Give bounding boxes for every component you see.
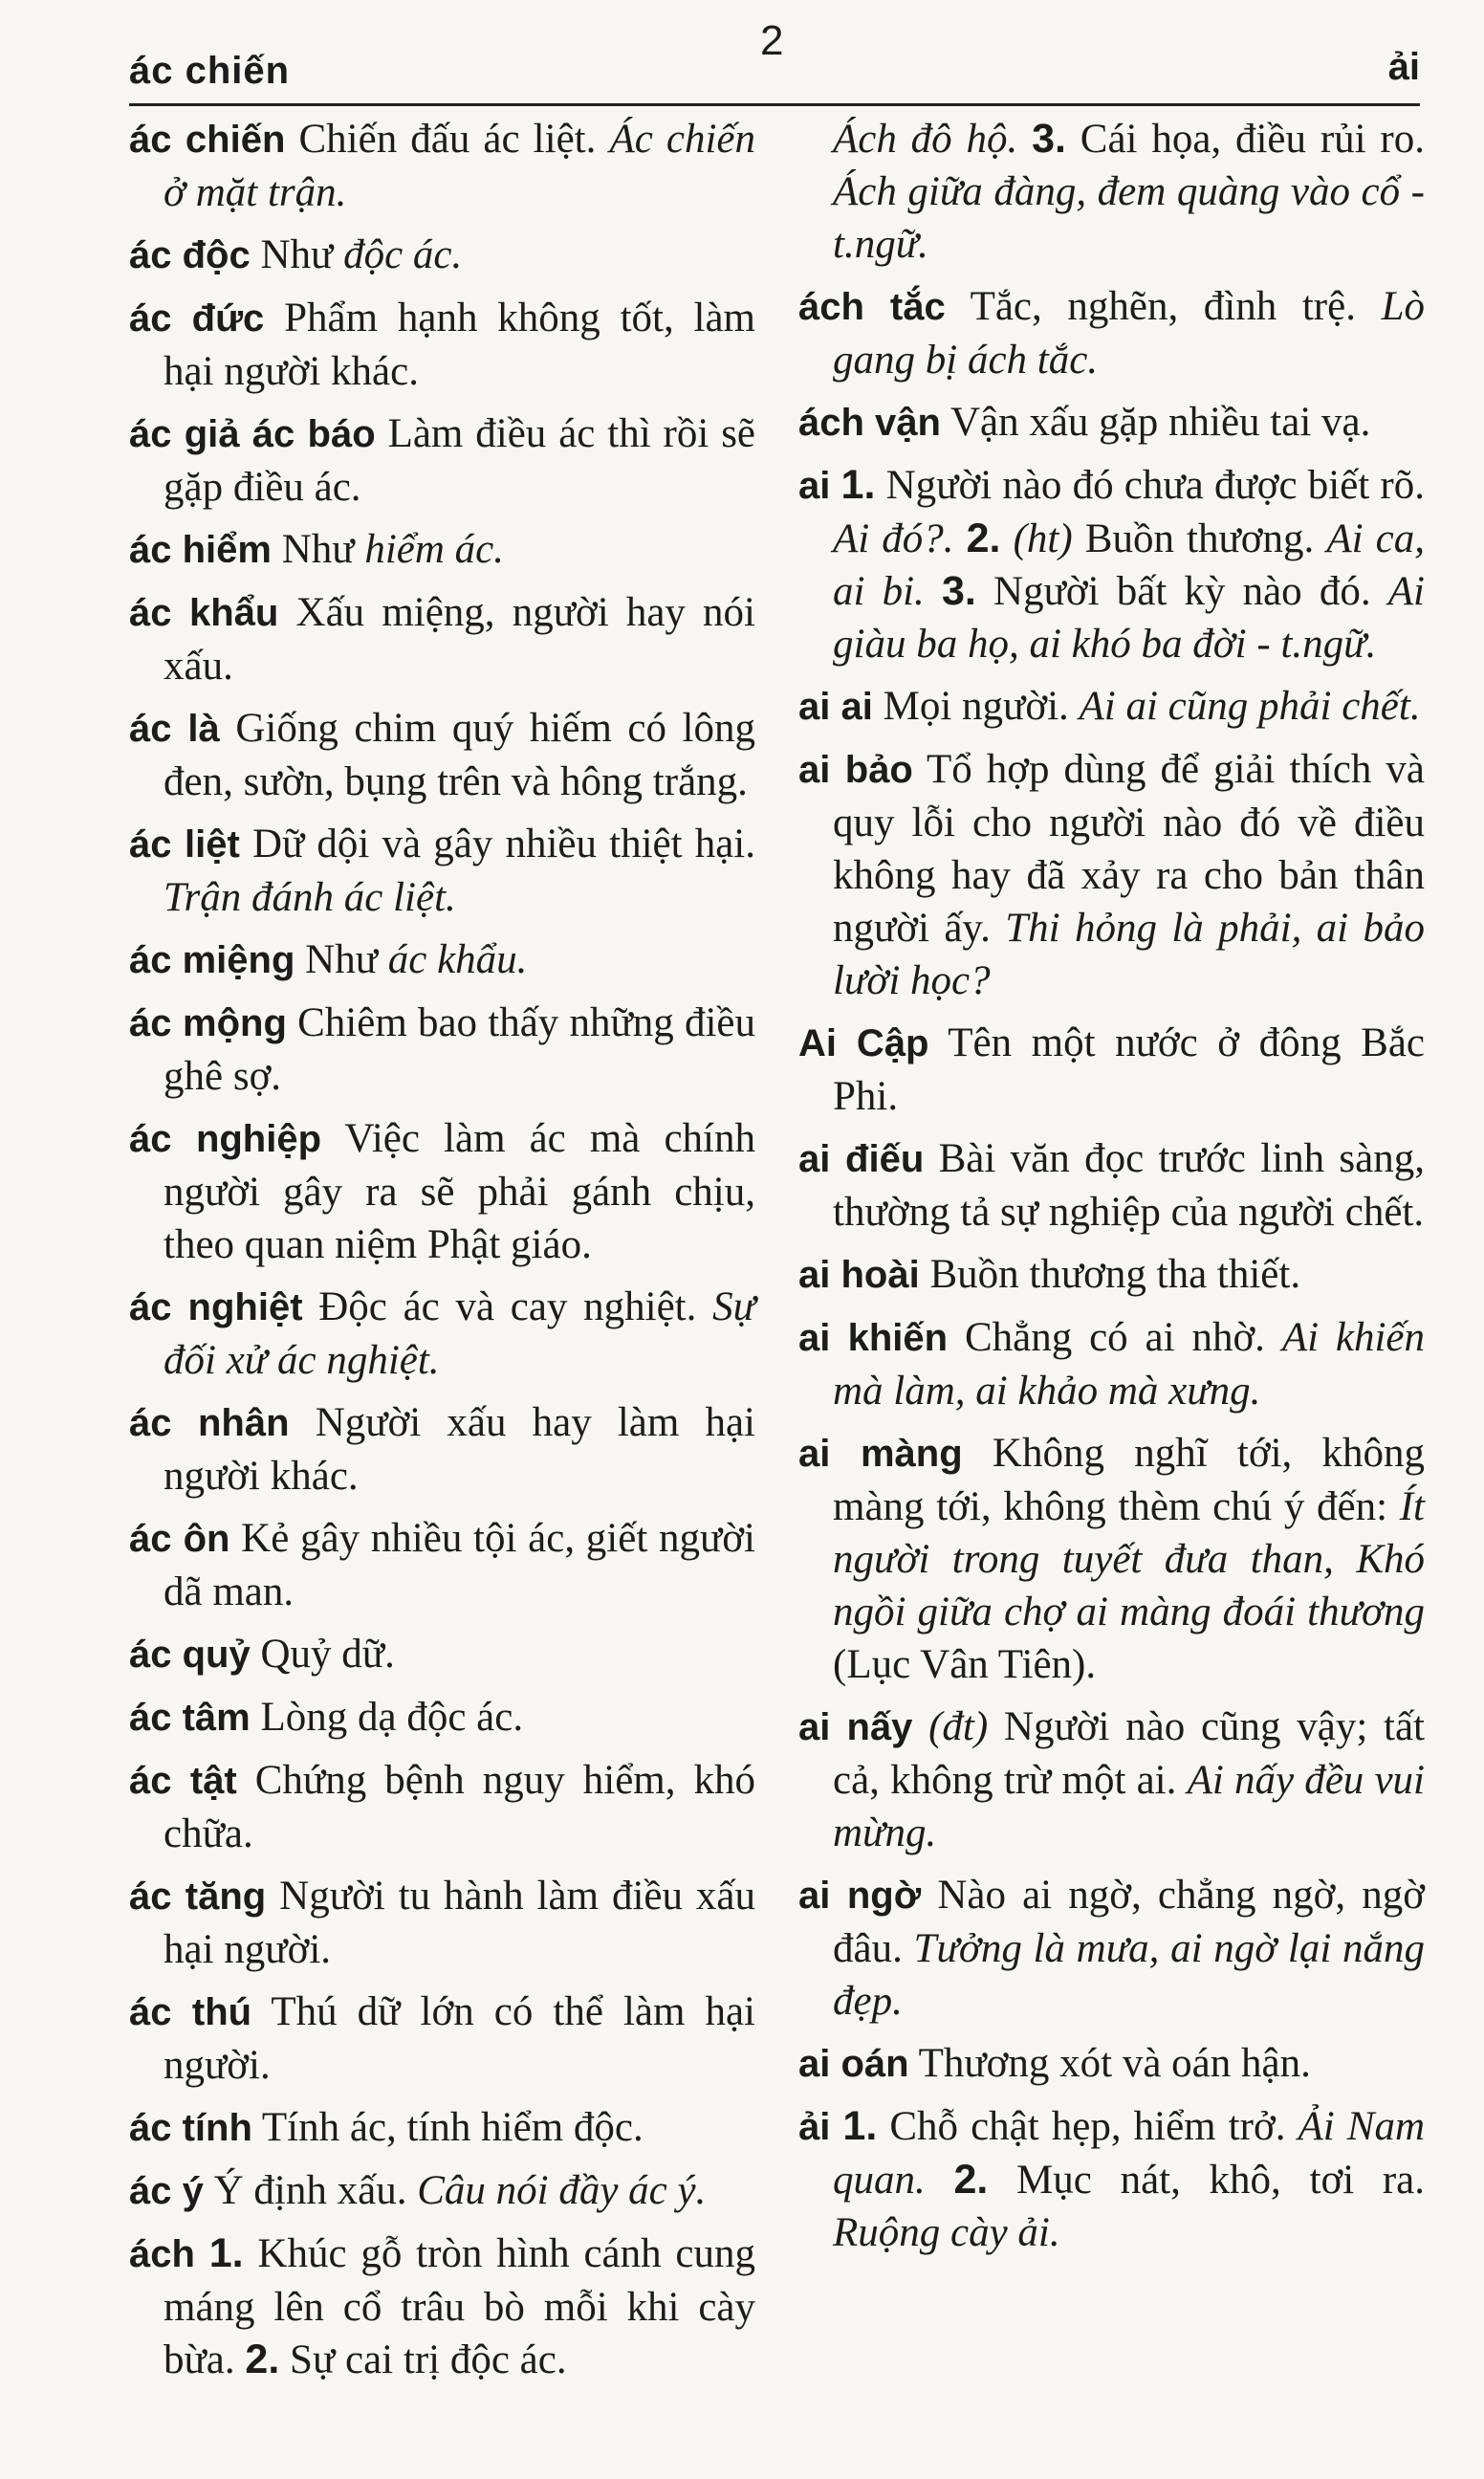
entry-headword: ai ai [798, 686, 873, 728]
dictionary-entry [798, 1248, 1425, 1302]
dictionary-entry [129, 113, 755, 219]
entry-example: Câu nói đầy ác ý. [417, 2168, 707, 2213]
sense-number: 2. [245, 2336, 280, 2382]
entry-example: Ách đô hộ. [833, 117, 1018, 162]
entry-example: Ai ai cũng phải chết. [1079, 684, 1421, 729]
entry-headword: ách vận [798, 402, 941, 444]
entry-definition: Người bất kỳ nào đó. [975, 569, 1388, 614]
entry-definition: Dữ dội và gây nhiều thiệt hại. [251, 822, 755, 867]
dictionary-entry [129, 818, 755, 924]
dictionary-entry [129, 1396, 755, 1503]
entry-headword: ác chiến [129, 119, 286, 161]
entry-headword: ác mộng [129, 1002, 287, 1044]
entry-example: Ai giàu ba họ, ai khó ba đời - t.ngữ. [833, 569, 1425, 667]
entry-example: Ruộng cày ải. [833, 2210, 1060, 2255]
entry-headword: ai nấy [798, 1706, 913, 1748]
entry-example: Ải Nam quan. [833, 2104, 1426, 2203]
dictionary-entry [129, 1628, 755, 1681]
entry-headword: ai oán [798, 2043, 909, 2085]
entry-definition: Sự cai trị độc ác. [279, 2337, 567, 2382]
dictionary-entry [798, 1700, 1425, 1859]
dictionary-entry [129, 933, 755, 987]
entry-example: Ai đó?. [833, 516, 954, 561]
entry-definition: Nào ai ngờ, chẳng ngờ, ngờ đâu. [833, 1873, 1426, 1971]
dictionary-entry [129, 292, 755, 398]
page-header [129, 17, 1420, 113]
dictionary-entry [129, 2101, 755, 2155]
entry-example: Ai nấy đều vui mừng. [833, 1758, 1426, 1855]
dictionary-entry [798, 459, 1425, 670]
entry-headword: ác độc [129, 234, 251, 276]
dictionary-entry [129, 1985, 755, 2092]
entry-headword: ác hiểm [129, 529, 272, 571]
entry-definition: Xấu miệng, người hay nói xấu. [164, 590, 756, 689]
entry-headword: ác nghiệt [129, 1286, 303, 1328]
entry-definition [1017, 117, 1032, 162]
dictionary-entry [798, 2100, 1425, 2259]
header-rule [129, 103, 1420, 106]
dictionary-entry [798, 113, 1425, 271]
entry-definition: Chứng bệnh nguy hiểm, khó chữa. [164, 1758, 755, 1856]
entry-headword: ai ngờ [798, 1875, 922, 1917]
entry-headword: ác tính [129, 2107, 252, 2149]
dictionary-entry [129, 1112, 755, 1271]
entry-definition: Người xấu hay làm hại người khác. [164, 1400, 756, 1499]
entry-definition [926, 2158, 954, 2203]
entry-definition: Bài văn đọc trước linh sàng, thường tả sự nghiệp của người chết. [833, 1136, 1425, 1235]
entry-definition: Tắc, nghẽn, đình trệ. [970, 284, 1382, 329]
entry-headword: ác nghiệp [129, 1118, 322, 1160]
entry-headword: ác tật [129, 1760, 237, 1802]
dictionary-entry [129, 1754, 755, 1860]
entry-definition: Chẳng có ai nhờ. [964, 1315, 1282, 1360]
entry-definition: Không nghĩ tới, không màng tới, không thèm chú ý đến: [833, 1431, 1426, 1529]
dictionary-entry [129, 997, 755, 1103]
page-number: 2 [760, 17, 784, 64]
entry-definition [925, 569, 942, 614]
entry-example: Lò gang bị ách tắc. [833, 284, 1425, 383]
dictionary-entry [798, 743, 1425, 1007]
sense-number: 3. [941, 568, 976, 614]
sense-number: 2. [966, 516, 1001, 561]
entry-definition: Người tu hành làm điều xấu hại người. [164, 1874, 755, 1972]
dictionary-entry [798, 1427, 1425, 1691]
header-left-headword: ác chiến [129, 50, 291, 92]
entry-definition: Làm điều ác thì rồi sẽ gặp điều ác. [164, 411, 756, 510]
entry-definition: Khúc gỗ tròn hình cánh cung máng lên cổ trâu bò mỗi khi cày bừa. [164, 2231, 755, 2382]
entry-definition: (Lục Vân Tiên). [833, 1642, 1097, 1687]
right-column [798, 113, 1425, 2269]
entry-definition: Chiêm bao thấy những điều ghê sợ. [164, 1000, 756, 1099]
entry-headword: ai màng [798, 1433, 963, 1475]
entry-example: độc ác. [343, 232, 463, 277]
dictionary-entry [129, 2227, 755, 2386]
entry-example: Ách giữa đàng, đem quàng vào cổ - t.ngữ. [833, 169, 1425, 267]
entry-definition: Độc ác và cay nghiệt. [318, 1284, 713, 1329]
left-column [129, 113, 755, 2396]
dictionary-entry [129, 2164, 755, 2218]
entry-definition: Tổ hợp dùng để giải thích và quy lỗi cho người nào đó về điều không hay đã xảy ra cho bản thân người ấy. [833, 747, 1425, 951]
entry-definition [954, 516, 967, 561]
dictionary-entry [129, 1512, 755, 1618]
dictionary-entry [129, 229, 755, 282]
entry-definition: Buồn thương. [1072, 516, 1327, 561]
entry-example: Trận đánh ác liệt. [164, 875, 456, 920]
entry-headword: ách [129, 2233, 195, 2275]
entry-definition [1001, 516, 1014, 561]
entry-headword: ác ý [129, 2170, 204, 2212]
entry-headword: ai hoài [798, 1254, 920, 1296]
entry-definition: Buồn thương tha thiết. [929, 1252, 1301, 1297]
entry-headword: ác thú [129, 1991, 252, 2033]
entry-example: (đt) [928, 1704, 989, 1749]
dictionary-entry [798, 1311, 1425, 1417]
entry-headword: ai khiến [798, 1317, 949, 1359]
entry-headword: ác đức [129, 297, 265, 340]
sense-number: 1. [840, 462, 876, 508]
entry-headword: ai bảo [798, 749, 913, 791]
entry-definition: Thú dữ lớn có thể làm hại người. [164, 1989, 755, 2088]
entry-definition: Giống chim quý hiếm có lông đen, sườn, bụng trên và hông trắng. [164, 706, 756, 804]
entry-headword: ác quỷ [129, 1634, 251, 1676]
sense-number: 2. [953, 2157, 989, 2203]
entry-definition: Việc làm ác mà chính người gây ra sẽ phải gánh chịu, theo quan niệm Phật giáo. [164, 1116, 755, 1267]
entry-headword: ác tăng [129, 1876, 267, 1918]
entry-definition: Chiến đấu ác liệt. [298, 117, 610, 162]
dictionary-entry [129, 1870, 755, 1976]
entry-definition: Tính ác, tính hiểm độc. [261, 2105, 644, 2150]
entry-definition: Mục nát, khô, tơi ra. [988, 2158, 1426, 2203]
dictionary-entry [798, 1017, 1425, 1123]
entry-definition: Như [305, 937, 388, 982]
entry-definition: Tên một nước ở đông Bắc Phi. [833, 1020, 1425, 1119]
entry-headword: ác nhân [129, 1402, 290, 1444]
entry-headword: ác khẩu [129, 592, 279, 634]
entry-definition: Ý định xấu. [213, 2168, 418, 2213]
entry-example: Tưởng là mưa, ai ngờ lại nắng đẹp. [833, 1926, 1425, 2024]
entry-headword: ác là [129, 708, 220, 750]
entry-headword: Ai Cập [798, 1022, 929, 1064]
entry-headword: ác tâm [129, 1697, 251, 1739]
entry-definition: Quỷ dữ. [260, 1632, 395, 1677]
dictionary-entry [129, 407, 755, 514]
entry-definition: Như [281, 527, 365, 572]
entry-example: Ai khiến mà làm, ai khảo mà xưng. [833, 1315, 1426, 1414]
entry-definition: Người nào cũng vậy; tất cả, không trừ một ai. [833, 1704, 1425, 1803]
dictionary-entry [129, 523, 755, 577]
dictionary-entry [798, 1869, 1425, 2028]
entry-headword: ác miệng [129, 939, 295, 981]
dictionary-entry [129, 586, 755, 692]
sense-number: 1. [842, 2103, 878, 2149]
entry-headword: ác liệt [129, 823, 240, 866]
entry-example: Ai ca, ai bi. [833, 516, 1426, 614]
entry-example: Thi hỏng là phải, ai bảo lười học? [833, 906, 1425, 1003]
dictionary-entry [798, 280, 1425, 386]
dictionary-entry [798, 1132, 1425, 1239]
entry-definition: Phẩm hạnh không tốt, làm hại người khác. [164, 296, 756, 394]
entry-headword: ải [798, 2106, 831, 2148]
entry-example: Ít người trong tuyết đưa than, Khó ngồi giữa chợ ai màng đoái thương [833, 1484, 1425, 1634]
entry-definition: Người nào đó chưa được biết rõ. [875, 463, 1425, 508]
dictionary-entry [129, 1691, 755, 1744]
entry-example: ác khẩu. [387, 937, 528, 982]
entry-definition: Kẻ gây nhiều tội ác, giết người dã man. [164, 1516, 755, 1614]
sense-number: 3. [1032, 116, 1066, 162]
entry-headword: ách tắc [798, 286, 946, 328]
entry-definition: Thương xót và oán hận. [918, 2041, 1311, 2086]
entry-example: (ht) [1013, 516, 1073, 561]
dictionary-entry [798, 396, 1425, 450]
entry-definition: Chỗ chật hẹp, hiểm trở. [877, 2104, 1298, 2149]
entry-example: hiểm ác. [364, 527, 504, 572]
entry-definition: Như [260, 232, 344, 277]
dictionary-entry [129, 702, 755, 808]
entry-headword: ai [798, 465, 831, 507]
dictionary-entry [798, 680, 1425, 734]
entry-headword: ai điếu [798, 1138, 925, 1180]
entry-example: Sự đối xử ác nghiệt. [164, 1284, 756, 1383]
dictionary-entry [129, 1281, 755, 1387]
entry-example: Ác chiến ở mặt trận. [164, 117, 755, 215]
dictionary-entry [798, 2037, 1425, 2091]
entry-headword: ác ôn [129, 1518, 230, 1560]
entry-headword: ác giả ác báo [129, 413, 376, 455]
entry-definition: Lòng dạ độc ác. [260, 1695, 524, 1740]
header-right-headword: ải [1387, 46, 1420, 88]
entry-definition: Vận xấu gặp nhiều tai vạ. [949, 400, 1371, 445]
entry-definition: Cái họa, điều rủi ro. [1065, 117, 1425, 162]
sense-number: 1. [208, 2230, 244, 2276]
entry-definition: Mọi người. [883, 684, 1080, 729]
